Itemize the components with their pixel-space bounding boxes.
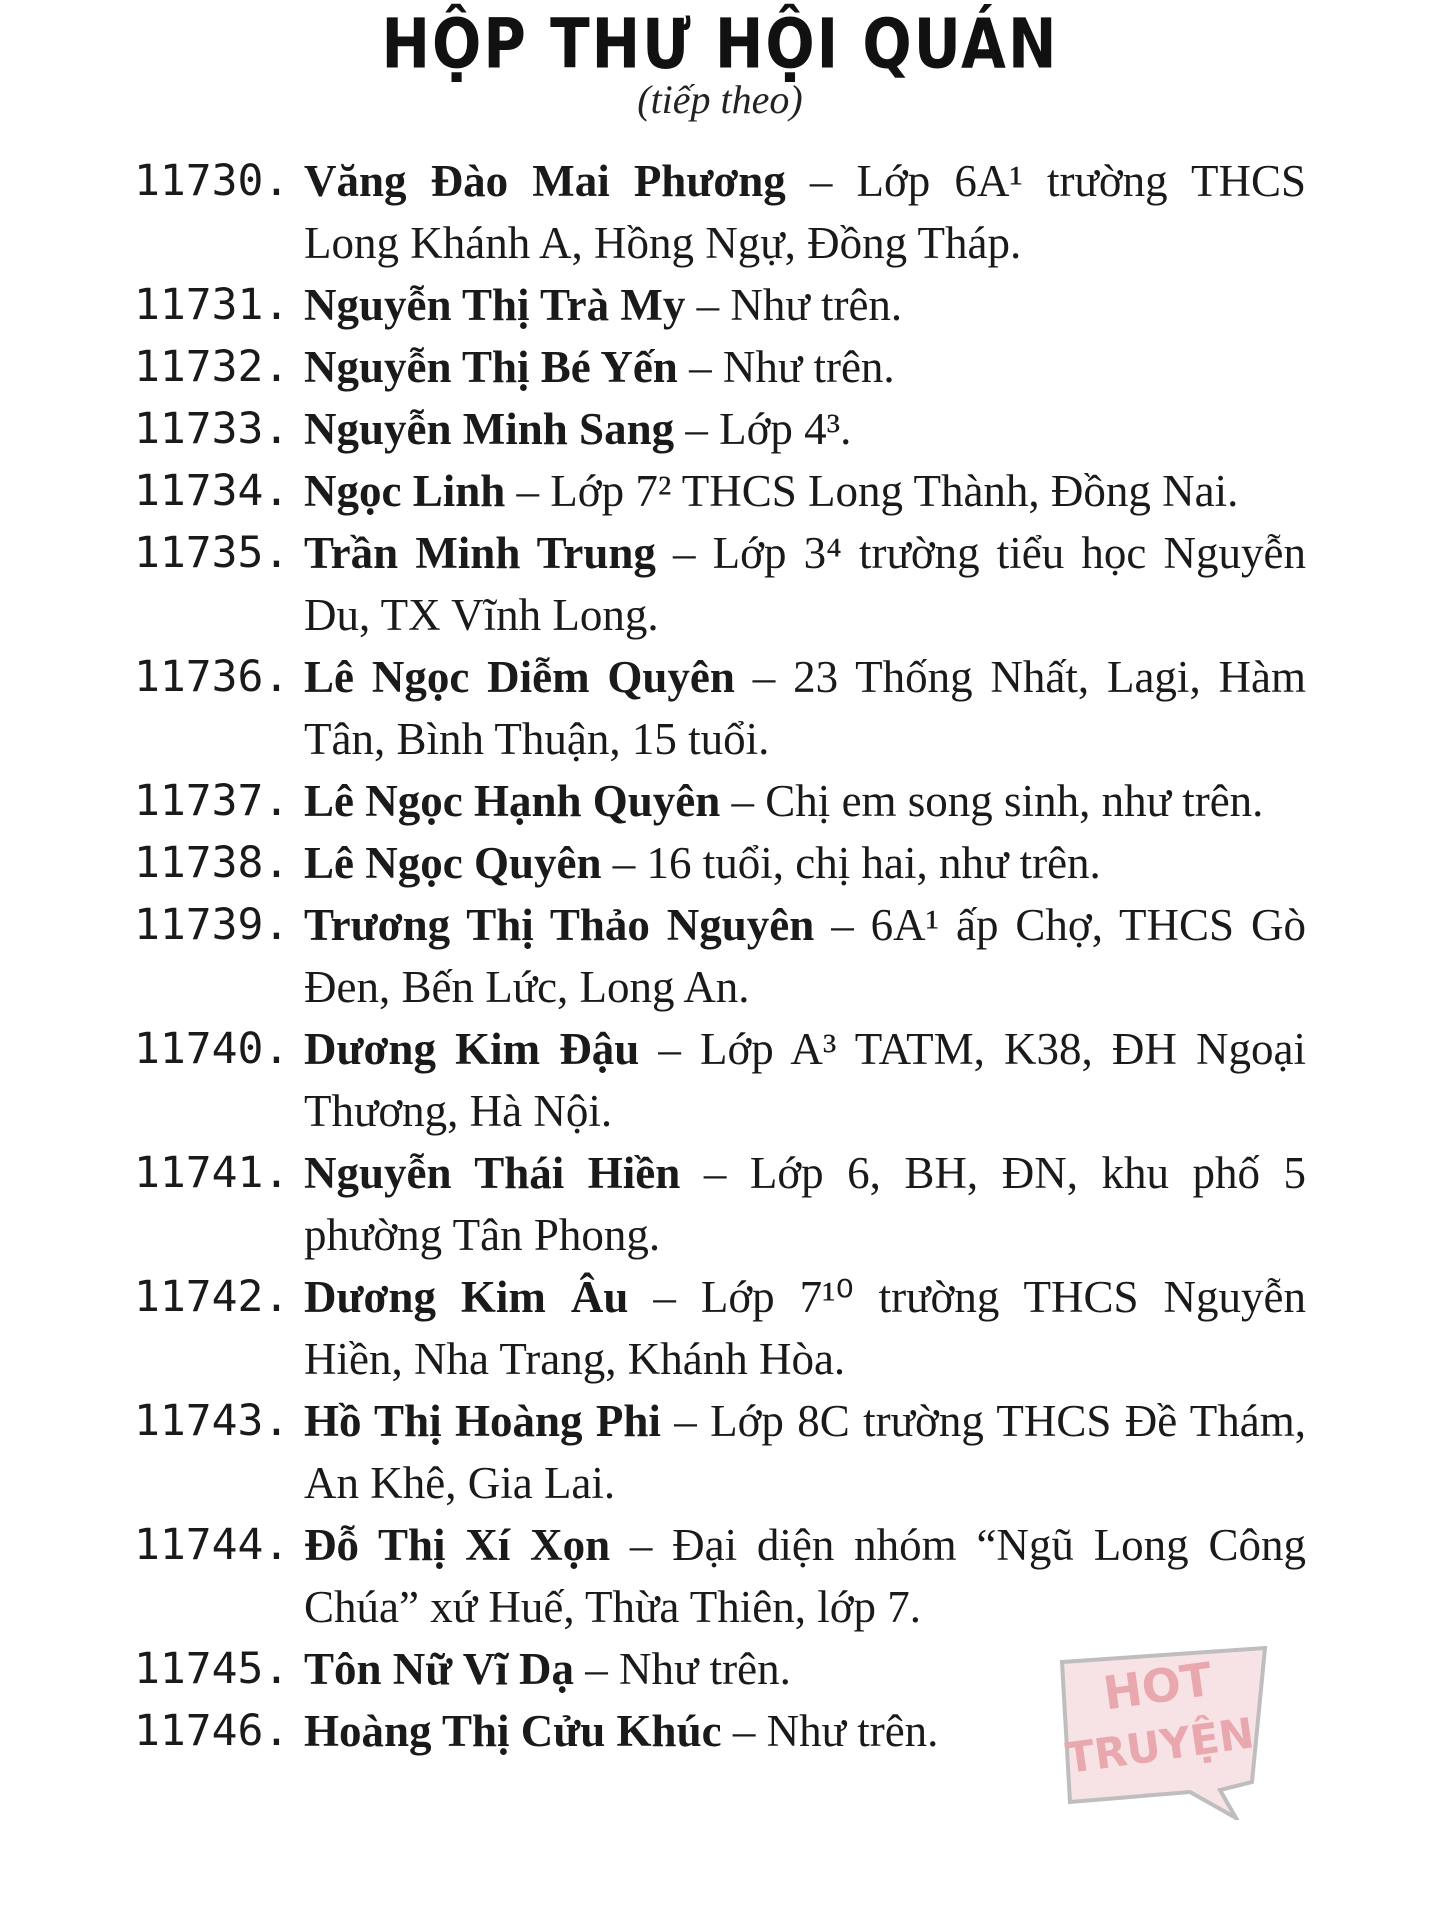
entry-name: Nguyễn Thị Trà My <box>304 280 686 330</box>
entry-text <box>304 150 1306 274</box>
list-item <box>134 770 1306 832</box>
entry-details: – 16 tuổi, chị hai, như trên. <box>601 838 1101 888</box>
entry-number: 11730. <box>134 156 290 206</box>
entry-number: 11732. <box>134 342 290 392</box>
list-item <box>134 646 1306 770</box>
list-item <box>134 1390 1306 1514</box>
entry-text <box>304 398 1306 460</box>
entry-details: – Như trên. <box>573 1644 791 1694</box>
entry-details: – Lớp 8C trường THCS Đề Thám, An Khê, Gia Lai. <box>304 1396 1307 1508</box>
page-subtitle: (tiếp theo) <box>637 77 803 122</box>
entry-name: Lê Ngọc Hạnh Quyên <box>304 776 721 826</box>
entry-text <box>304 1142 1306 1266</box>
entry-text <box>304 770 1306 832</box>
entry-details: – Lớp 6A¹ trường THCS Long Khánh A, Hồng Ngự, Đồng Tháp. <box>304 156 1306 268</box>
entry-text <box>304 274 1306 336</box>
entry-text <box>304 460 1306 522</box>
entry-number: 11744. <box>134 1520 290 1570</box>
entry-text <box>304 522 1306 646</box>
entry-number: 11733. <box>134 404 290 454</box>
list-item <box>134 460 1306 522</box>
entry-details: – Như trên. <box>677 342 895 392</box>
entry-details: – Lớp 7² THCS Long Thành, Đồng Nai. <box>505 466 1239 516</box>
entry-name: Văng Đào Mai Phương <box>304 156 786 206</box>
entry-details: – Lớp 7¹⁰ trường THCS Nguyễn Hiền, Nha Trang, Khánh Hòa. <box>304 1272 1306 1384</box>
entry-number: 11735. <box>134 528 290 578</box>
entry-number: 11742. <box>134 1272 290 1322</box>
page-title: HỘP THƯ HỘI QUÁN <box>381 4 1059 85</box>
entry-name: Lê Ngọc Quyên <box>304 838 602 888</box>
list-item <box>134 894 1306 1018</box>
entry-text <box>304 1266 1306 1390</box>
list-item <box>134 398 1306 460</box>
list-item <box>134 274 1306 336</box>
entry-details: – 6A¹ ấp Chợ, THCS Gò Đen, Bến Lức, Long An. <box>304 900 1306 1012</box>
entry-details: – Như trên. <box>685 280 903 330</box>
list-item <box>134 832 1306 894</box>
watermark-text-line1: HOT <box>1100 1651 1216 1721</box>
list-item <box>134 336 1306 398</box>
list-item <box>134 522 1306 646</box>
entry-number: 11740. <box>134 1024 290 1074</box>
entry-details: – Lớp A³ TATM, K38, ĐH Ngoại Thương, Hà Nội. <box>304 1024 1306 1136</box>
watermark-logo <box>1040 1640 1280 1820</box>
entry-details: – Như trên. <box>721 1706 939 1756</box>
entry-name: Nguyễn Minh Sang <box>304 404 675 454</box>
entry-details: – Lớp 3⁴ trường tiểu học Nguyễn Du, TX Vĩnh Long. <box>304 528 1306 640</box>
entry-number: 11731. <box>134 280 290 330</box>
entry-name: Nguyễn Thị Bé Yến <box>304 342 678 392</box>
entry-text <box>304 336 1306 398</box>
entry-text <box>304 832 1306 894</box>
entry-name: Dương Kim Đậu <box>304 1024 640 1074</box>
entry-name: Lê Ngọc Diễm Quyên <box>304 652 735 702</box>
entry-name: Nguyễn Thái Hiền <box>304 1148 681 1198</box>
list-item <box>134 1514 1306 1638</box>
entry-number: 11739. <box>134 900 290 950</box>
entry-text <box>304 894 1306 1018</box>
entry-name: Đỗ Thị Xí Xọn <box>304 1520 611 1570</box>
entry-number: 11737. <box>134 776 290 826</box>
list-item <box>134 1142 1306 1266</box>
list-item <box>134 1018 1306 1142</box>
entry-number: 11745. <box>134 1644 290 1694</box>
entry-details: – 23 Thống Nhất, Lagi, Hàm Tân, Bình Thuận, 15 tuổi. <box>304 652 1306 764</box>
entry-details: – Đại diện nhóm “Ngũ Long Công Chúa” xứ Huế, Thừa Thiên, lớp 7. <box>304 1520 1306 1632</box>
entry-text <box>304 646 1306 770</box>
entry-name: Tôn Nữ Vĩ Dạ <box>304 1644 574 1694</box>
entry-details: – Lớp 4³. <box>674 404 852 454</box>
entry-name: Trần Minh Trung <box>304 528 656 578</box>
entry-name: Hoàng Thị Cửu Khúc <box>304 1706 722 1756</box>
entry-number: 11738. <box>134 838 290 888</box>
watermark-text-line2: TRUYỆN <box>1062 1708 1258 1784</box>
entry-name: Hồ Thị Hoàng Phi <box>304 1396 661 1446</box>
entry-number: 11743. <box>134 1396 290 1446</box>
entry-name: Ngọc Linh <box>304 466 506 516</box>
entry-name: Dương Kim Âu <box>304 1272 629 1322</box>
entry-details: – Lớp 6, BH, ĐN, khu phố 5 phường Tân Phong. <box>304 1148 1307 1260</box>
entry-number: 11734. <box>134 466 290 516</box>
entry-name: Trương Thị Thảo Nguyên <box>304 900 815 950</box>
entry-text <box>304 1514 1306 1638</box>
entry-text <box>304 1390 1306 1514</box>
entry-number: 11741. <box>134 1148 290 1198</box>
list-item <box>134 1266 1306 1390</box>
entry-number: 11746. <box>134 1706 290 1756</box>
mailbox-list <box>134 150 1306 1762</box>
list-item <box>134 150 1306 274</box>
entry-details: – Chị em song sinh, như trên. <box>720 776 1264 826</box>
entry-text <box>304 1018 1306 1142</box>
entry-number: 11736. <box>134 652 290 702</box>
